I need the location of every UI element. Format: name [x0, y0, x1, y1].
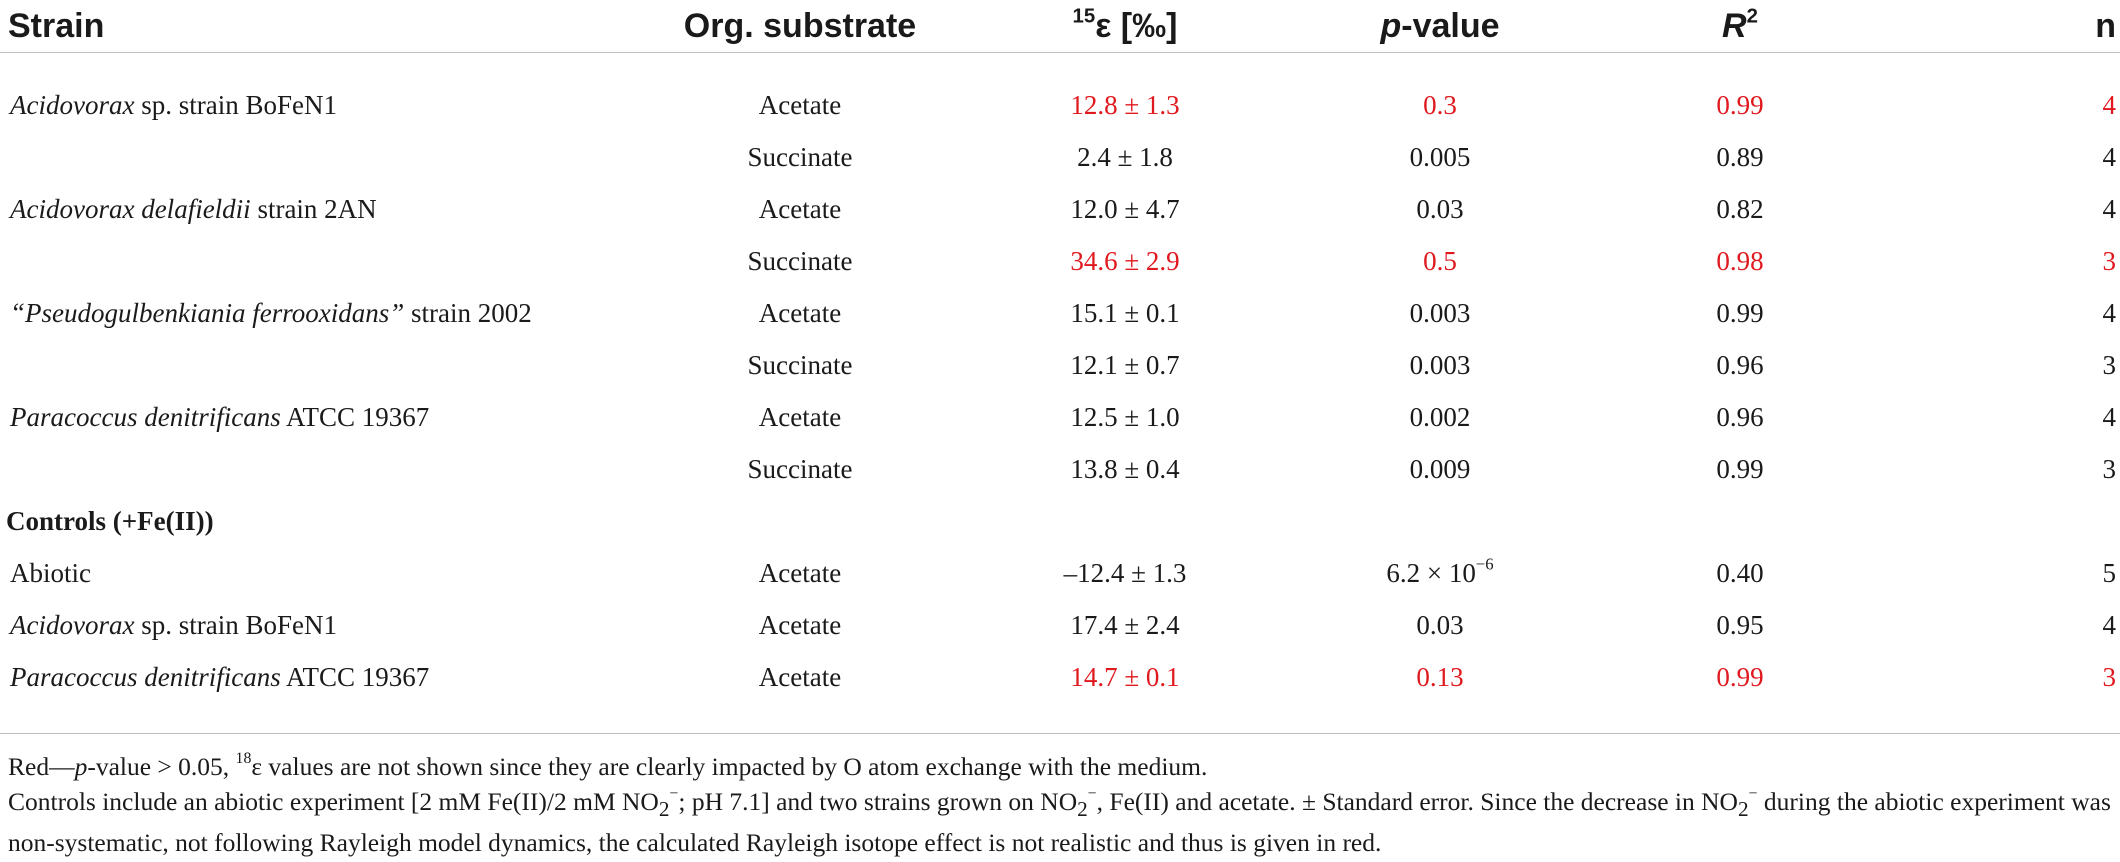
strain-name-rest: strain 2AN [250, 193, 377, 224]
header-r2-base: R [1722, 6, 1747, 45]
table-row [0, 235, 2120, 287]
footnote-2-sub-2: 2 [1077, 797, 1088, 822]
footnote-2-text-b: ; pH 7.1] and two strains grown on NO [678, 787, 1078, 816]
r2-cell: 0.98 [1716, 245, 1764, 276]
strain-cell [0, 235, 650, 287]
n-cell: 4 [2102, 141, 2116, 172]
footnote-line-2 [8, 785, 2116, 859]
n-cell: 4 [2102, 193, 2116, 224]
substrate-cell: Acetate [758, 401, 842, 432]
strain-name-italic: Paracoccus denitrificans [10, 661, 281, 692]
table-bottom-rule [0, 733, 2120, 734]
table-row [0, 547, 2120, 599]
pvalue-text: 6.2 × 10 [1386, 557, 1476, 588]
pvalue-exponent: −6 [1475, 553, 1494, 573]
substrate-cell: Acetate [758, 609, 842, 640]
r2-cell: 0.96 [1716, 401, 1764, 432]
controls-section-label: Controls (+Fe(II)) [6, 505, 214, 536]
table-row [0, 287, 2120, 339]
header-strain: Strain [8, 6, 105, 45]
r2-cell: 0.82 [1716, 193, 1764, 224]
r2-cell: 0.99 [1716, 661, 1764, 692]
substrate-cell: Succinate [747, 245, 853, 276]
footnote-1-p-italic: p [74, 752, 88, 781]
pvalue-text: 0.3 [1423, 89, 1457, 120]
substrate-cell: Succinate [747, 141, 853, 172]
pvalue-cell [1300, 183, 1580, 235]
strain-cell [0, 599, 650, 651]
pvalue-cell [1300, 287, 1580, 339]
footnote-2-sup-2: − [1087, 785, 1097, 803]
r2-cell: 0.89 [1716, 141, 1764, 172]
strain-cell [0, 183, 650, 235]
pvalue-cell [1300, 651, 1580, 703]
footnote-2-sub-1: 2 [658, 797, 670, 822]
table-row [0, 651, 2120, 703]
substrate-cell: Acetate [758, 557, 842, 588]
substrate-cell: Succinate [747, 453, 853, 484]
strain-name-rest: Abiotic [10, 557, 91, 588]
substrate-cell: Acetate [758, 661, 842, 692]
pvalue-cell [1300, 547, 1580, 599]
epsilon-cell: –12.4 ± 1.3 [1063, 557, 1187, 588]
strain-cell [0, 651, 650, 703]
footnote-1-superscript: 18 [235, 750, 252, 768]
strain-cell [0, 79, 650, 131]
n-cell: 5 [2102, 557, 2116, 588]
epsilon-cell: 13.8 ± 0.4 [1070, 453, 1180, 484]
footnote-1-text-c: ε values are not shown since they are clearly impacted by O atom exchange with the medium. [251, 752, 1208, 781]
table-row [0, 131, 2120, 183]
header-pvalue-rest: -value [1401, 6, 1500, 45]
epsilon-cell: 12.0 ± 4.7 [1070, 193, 1180, 224]
r2-cell: 0.96 [1716, 349, 1764, 380]
controls-section-row [0, 495, 2120, 547]
epsilon-cell: 14.7 ± 0.1 [1070, 661, 1180, 692]
strain-name-rest: sp. strain BoFeN1 [134, 609, 337, 640]
r2-cell: 0.95 [1716, 609, 1764, 640]
footnote-2-text-a: Controls include an abiotic experiment [2 mM Fe(II)/2 mM NO [8, 787, 659, 816]
epsilon-cell: 15.1 ± 0.1 [1070, 297, 1180, 328]
substrate-cell: Acetate [758, 297, 842, 328]
table-row [0, 79, 2120, 131]
n-cell: 3 [2102, 453, 2116, 484]
table-footnotes [8, 750, 2116, 861]
footnote-2-text-d: during the abiotic experiment was non-systematic, not following Rayleigh model dynamics, the calculated Rayleigh isotope effect is not realistic and thus is given in red. [8, 787, 2111, 858]
pvalue-text: 0.003 [1409, 297, 1471, 328]
n-cell: 4 [2102, 89, 2116, 120]
table-row [0, 599, 2120, 651]
n-cell: 4 [2102, 609, 2116, 640]
epsilon-cell: 12.5 ± 1.0 [1070, 401, 1180, 432]
strain-cell [0, 339, 650, 391]
n-cell: 4 [2102, 401, 2116, 432]
pvalue-text: 0.003 [1409, 349, 1471, 380]
strain-cell [0, 287, 650, 339]
r2-cell: 0.99 [1716, 89, 1764, 120]
table-row [0, 391, 2120, 443]
strain-cell [0, 131, 650, 183]
header-r2-superscript: 2 [1746, 5, 1758, 28]
table-row [0, 183, 2120, 235]
pvalue-text: 0.03 [1416, 609, 1464, 640]
pvalue-cell [1300, 235, 1580, 287]
footnote-2-sup-1: − [669, 785, 679, 803]
epsilon-cell: 2.4 ± 1.8 [1077, 141, 1173, 172]
epsilon-cell: 12.1 ± 0.7 [1070, 349, 1180, 380]
footnote-2-sub-3: 2 [1737, 797, 1749, 822]
epsilon-cell: 17.4 ± 2.4 [1070, 609, 1180, 640]
pvalue-text: 0.03 [1416, 193, 1464, 224]
strain-name-italic: Paracoccus denitrificans [10, 401, 281, 432]
strain-cell [0, 391, 650, 443]
strain-name-rest: strain 2002 [404, 297, 532, 328]
pvalue-cell [1300, 443, 1580, 495]
pvalue-cell [1300, 599, 1580, 651]
strain-cell [0, 547, 650, 599]
header-r2 [1580, 0, 1900, 53]
r2-cell: 0.40 [1716, 557, 1764, 588]
table-row [0, 443, 2120, 495]
header-epsilon-label: ε [‰] [1095, 6, 1178, 45]
table-body [0, 53, 2120, 704]
strain-name-rest: ATCC 19367 [280, 401, 430, 432]
pvalue-cell [1300, 339, 1580, 391]
strain-name-italic: Acidovorax delafieldii [10, 193, 251, 224]
footnote-line-1 [8, 750, 2116, 783]
header-n: n [2095, 6, 2116, 45]
header-epsilon [950, 0, 1300, 53]
table-row [0, 339, 2120, 391]
header-pvalue-italic: p [1380, 6, 1402, 45]
r2-cell: 0.99 [1716, 453, 1764, 484]
epsilon-cell: 12.8 ± 1.3 [1070, 89, 1180, 120]
strain-cell [0, 443, 650, 495]
pvalue-cell [1300, 131, 1580, 183]
pvalue-text: 0.002 [1409, 401, 1471, 432]
n-cell: 4 [2102, 297, 2116, 328]
epsilon-cell: 34.6 ± 2.9 [1070, 245, 1180, 276]
header-pvalue [1300, 0, 1580, 53]
pvalue-text: 0.009 [1409, 453, 1471, 484]
substrate-cell: Succinate [747, 349, 853, 380]
footnote-2-sup-3: − [1748, 785, 1758, 803]
strain-name-italic: Acidovorax [10, 89, 135, 120]
header-epsilon-superscript: 15 [1072, 5, 1096, 28]
strain-name-rest: sp. strain BoFeN1 [134, 89, 337, 120]
n-cell: 3 [2102, 245, 2116, 276]
pvalue-text: 0.5 [1423, 245, 1457, 276]
substrate-cell: Acetate [758, 193, 842, 224]
pvalue-cell [1300, 391, 1580, 443]
n-cell: 3 [2102, 661, 2116, 692]
table-header-row [0, 0, 2120, 53]
pvalue-cell [1300, 79, 1580, 131]
substrate-cell: Acetate [758, 89, 842, 120]
footnote-1-text-b: -value > 0.05, [87, 752, 236, 781]
footnote-2-text-c: , Fe(II) and acetate. ± Standard error. Since the decrease in NO [1096, 787, 1738, 816]
pvalue-text: 0.13 [1416, 661, 1464, 692]
strain-name-italic: “Pseudogulbenkiania ferrooxidans” [10, 297, 405, 328]
header-substrate: Org. substrate [683, 6, 917, 45]
strain-name-rest: ATCC 19367 [280, 661, 430, 692]
r2-cell: 0.99 [1716, 297, 1764, 328]
footnote-1-text-a: Red— [8, 752, 75, 781]
pvalue-text: 0.005 [1409, 141, 1471, 172]
n-cell: 3 [2102, 349, 2116, 380]
strain-name-italic: Acidovorax [10, 609, 135, 640]
